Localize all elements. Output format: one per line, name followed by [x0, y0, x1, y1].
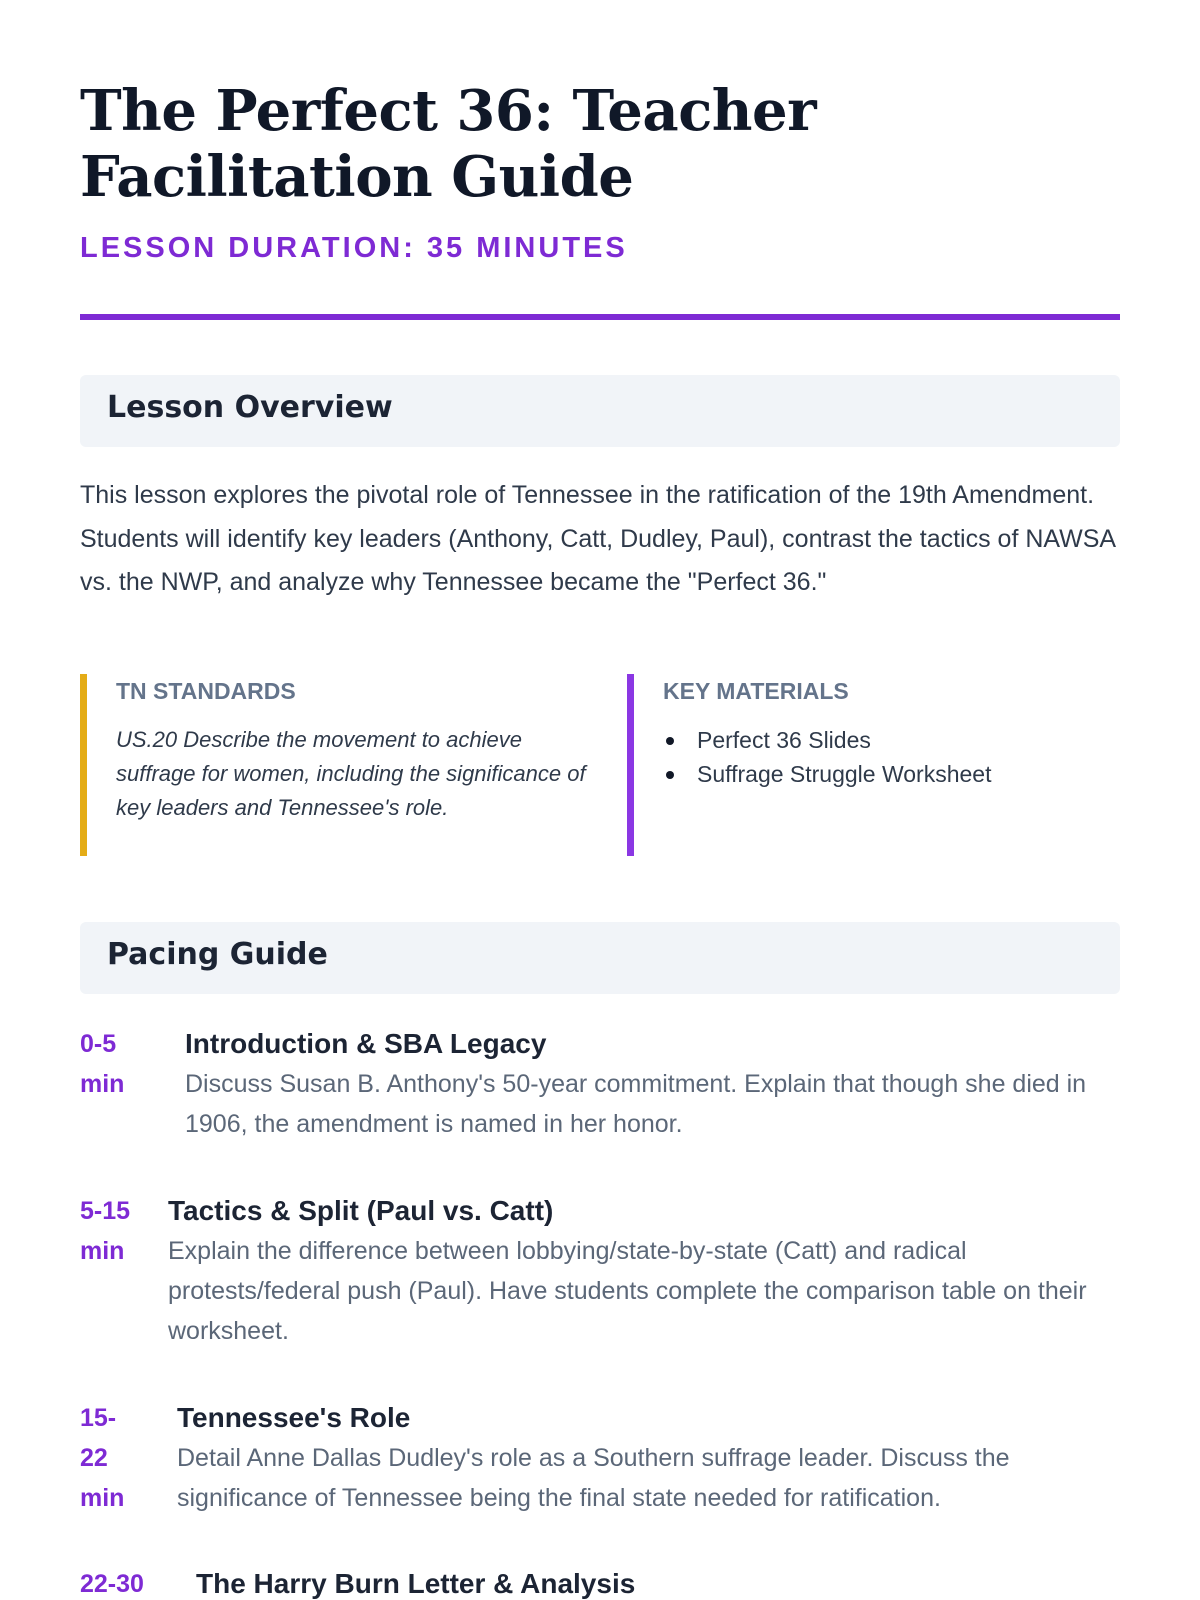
pacing-time: 22-30	[80, 1570, 144, 1598]
pacing-description: Discuss Susan B. Anthony's 50-year commitment. Explain that though she died in 1906, the amendment is named in her honor.	[185, 1070, 1087, 1138]
key-materials-label: KEY MATERIALS	[663, 678, 849, 704]
pacing-title: Tactics & Split (Paul vs. Catt)	[168, 1195, 554, 1226]
lesson-duration: LESSON DURATION: 35 MINUTES	[80, 232, 628, 264]
pacing-body	[196, 1564, 1120, 1600]
material-item: Suffrage Struggle Worksheet	[697, 761, 992, 787]
pacing-body	[185, 1024, 1120, 1144]
bullet-icon	[666, 737, 674, 745]
lesson-overview-text: This lesson explores the pivotal role of Tennessee in the ratification of the 19th Amendment. Students will identify key leaders (Anthony, Catt, Dudley, Paul), contrast the tactics of NAWSA vs. the NWP, and analyze why Tennessee became the "Perfect 36."	[80, 481, 1115, 596]
lesson-overview-title: Lesson Overview	[107, 390, 393, 425]
pacing-time: 0-5 min	[80, 1030, 125, 1098]
pacing-title: Tennessee's Role	[177, 1402, 411, 1433]
tn-standards-text: US.20 Describe the movement to achieve suffrage for women, including the significance of key leaders and Tennessee's role.	[116, 727, 586, 820]
pacing-description: Explain the difference between lobbying/state-by-state (Catt) and radical protests/federal push (Paul). Have students complete the comparison table on their worksheet.	[168, 1237, 1087, 1345]
key-materials-callout	[627, 674, 1120, 856]
pacing-guide-title: Pacing Guide	[107, 937, 328, 972]
pacing-body	[168, 1191, 1120, 1351]
pacing-time: 5-15 min	[80, 1197, 131, 1265]
list-item	[663, 723, 1120, 757]
material-item: Perfect 36 Slides	[697, 727, 871, 753]
lesson-overview-header	[80, 375, 1120, 447]
page-title: The Perfect 36: Teacher Facilitation Guide	[80, 78, 817, 210]
pacing-time: 15-22 min	[80, 1404, 125, 1512]
bullet-icon	[666, 771, 674, 779]
pacing-title: The Harry Burn Letter & Analysis	[196, 1568, 636, 1599]
tn-standards-label: TN STANDARDS	[116, 678, 296, 704]
list-item	[663, 757, 1120, 791]
pacing-body	[177, 1398, 1120, 1518]
pacing-title: Introduction & SBA Legacy	[185, 1028, 547, 1059]
pacing-description: Detail Anne Dallas Dudley's role as a Southern suffrage leader. Discuss the significance of Tennessee being the final state needed for ratification.	[177, 1444, 1010, 1512]
header-divider	[80, 314, 1120, 320]
tn-standards-callout	[80, 674, 586, 856]
key-materials-list	[663, 723, 1120, 791]
pacing-guide-header	[80, 922, 1120, 994]
